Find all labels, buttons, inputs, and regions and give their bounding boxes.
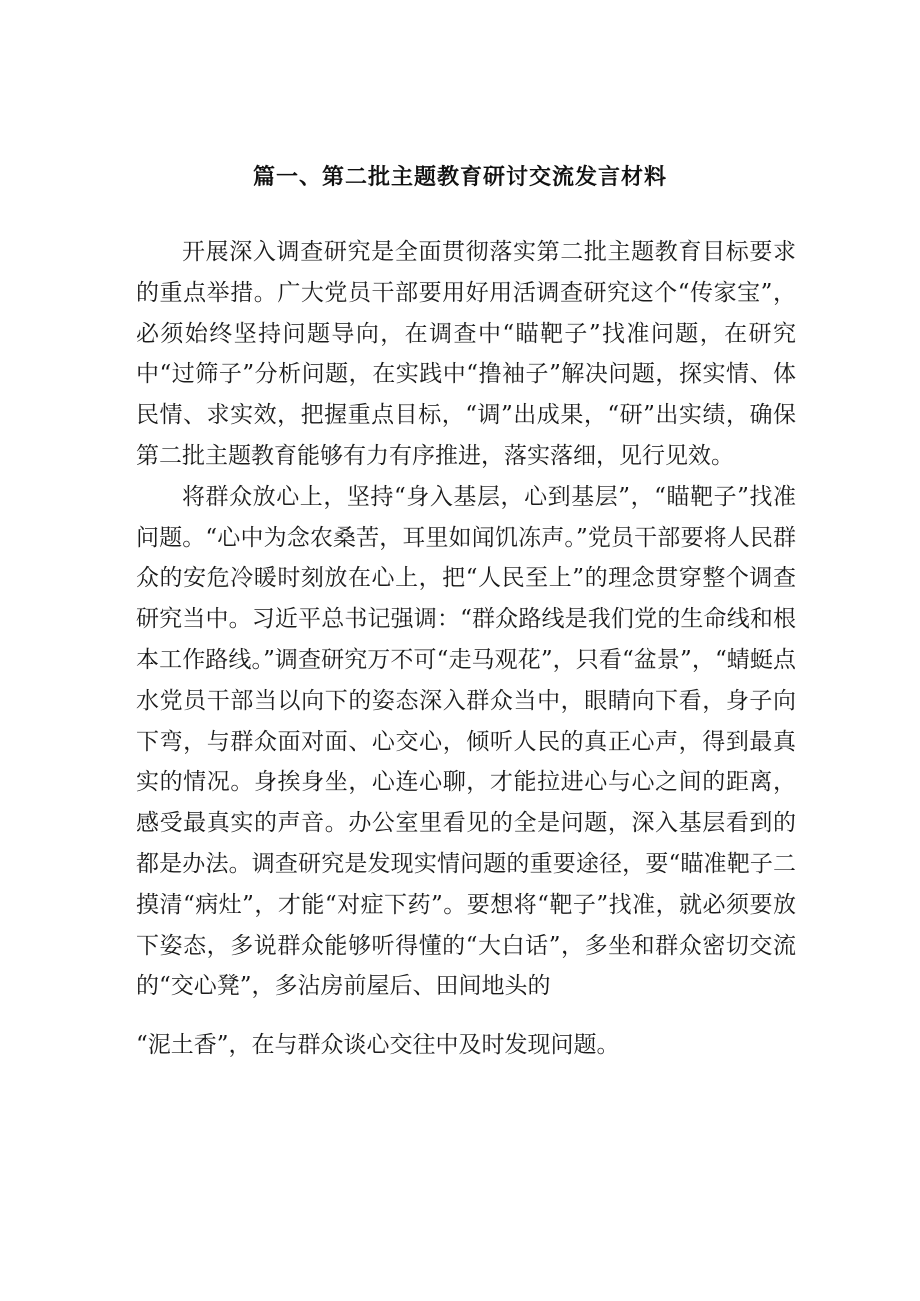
document-title: 篇一、第二批主题教育研讨交流发言材料 [252,165,667,190]
paragraph-masses: 将群众放心上，坚持“身入基层，心到基层”，“瞄靶子”找准问题。“心中为念农桑苦，耳里如闻饥冻声。”党员干部要将人民群众的安危冷暖时刻放在心上，把“人民至上”的理念贯穿整个调查研究当中。习近平总书记强调：“群众路线是我们党的生命线和根本工作路线。”调查研究万不可“走马观花”，只看“盆景”，“蜻蜓点水党员干部当以向下的姿态深入群众当中，眼睛向下看，身子向下弯，与群众面对面、心交心，倾听人民的真正心声，得到最真实的情况。身挨身坐，心连心聊，才能拉进心与心之间的距离，感受最真实的声音。办公室里看见的全是问题，深入基层看到的都是办法。调查研究是发现实情问题的重要途径，要“瞄准靶子二摸清“病灶”，才能“对症下药”。要想将“靶子”找准，就必须要放下姿态，多说群众能够听得懂的“大白话”，多坐和群众密切交流的“交心凳”，多沾房前屋后、田间地头的 [136,483,796,1000]
paragraph-intro: 开展深入调查研究是全面贯彻落实第二批主题教育目标要求的重点举措。广大党员干部要用好用活调查研究这个“传家宝”，必须始终坚持问题导向，在调查中“瞄靶子”找准问题，在研究中“过筛子”分析问题，在实践中“撸袖子”解决问题，探实情、体民情、求实效，把握重点目标，“调”出成果，“研”出实绩，确保第二批主题教育能够有力有序推进，落实落细，见行见效。 [136,239,796,469]
paragraph-fragment: “泥土香”，在与群众谈心交往中及时发现问题。 [136,1032,620,1059]
document-body [136,232,796,1066]
line-gap [136,1007,796,1025]
